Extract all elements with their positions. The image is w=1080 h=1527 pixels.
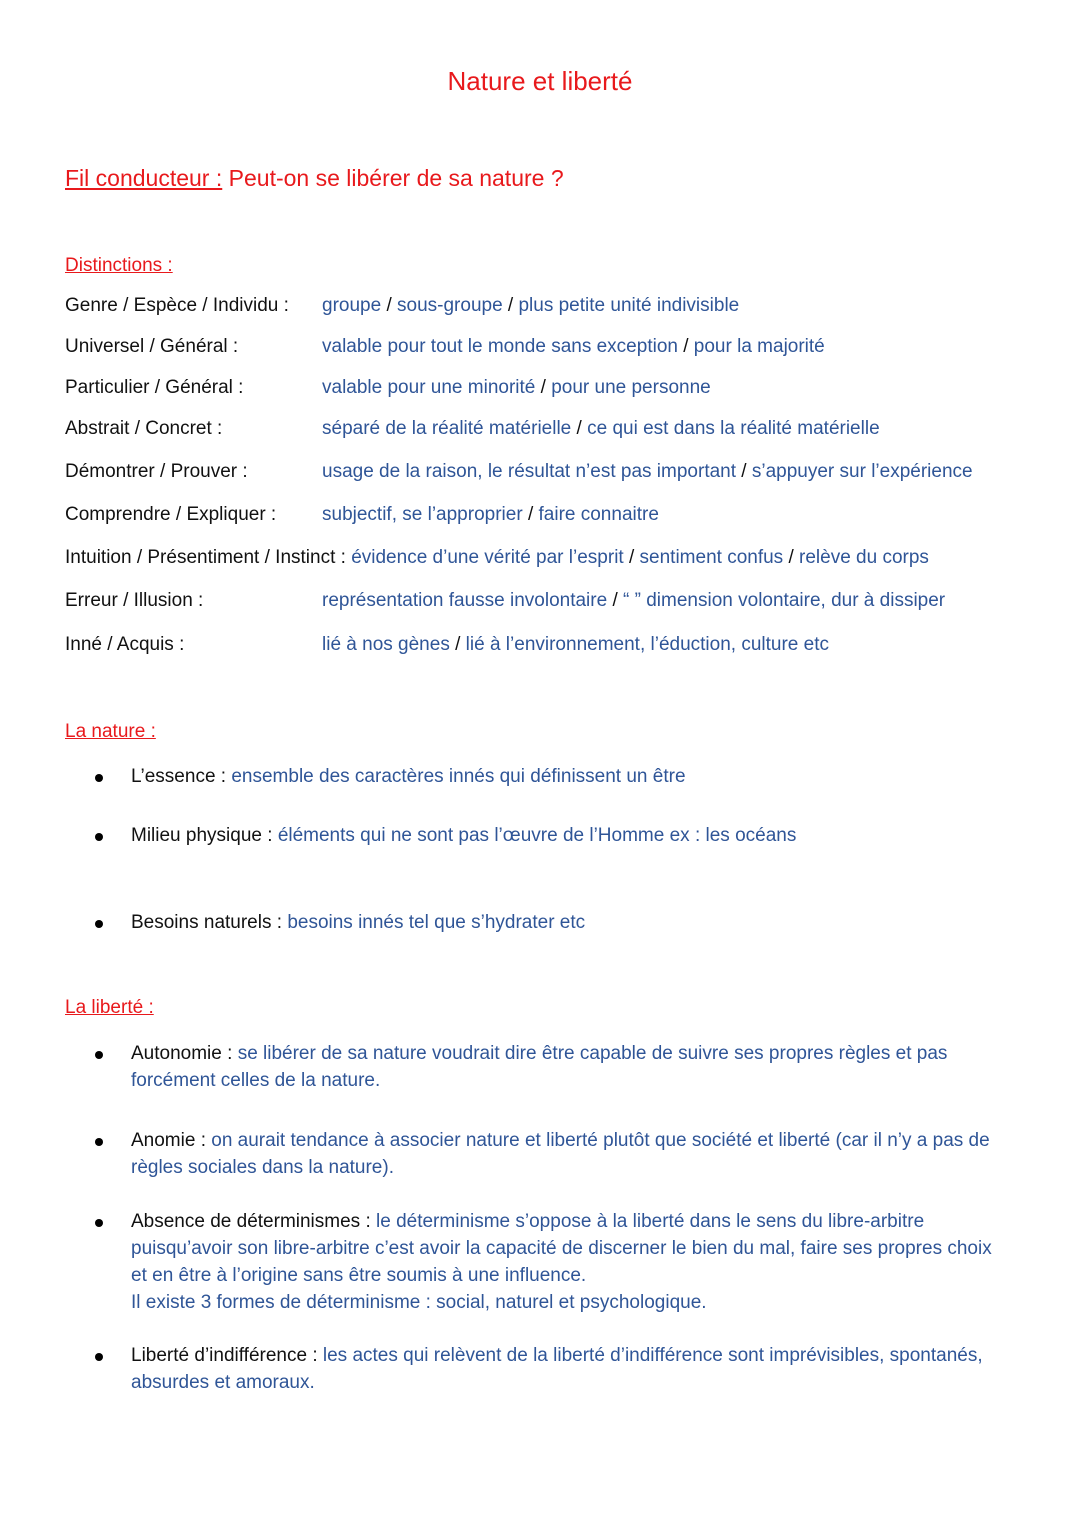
item-text: éléments qui ne sont pas l’œuvre de l’Homme ex : les océans — [277, 825, 797, 846]
definition-part: “ ” dimension volontaire, dur à dissiper — [623, 590, 946, 611]
definition-part: ce qui est dans la réalité matérielle — [587, 418, 880, 439]
bullet-icon — [95, 833, 103, 841]
distinction-term: Universel / Général : — [65, 336, 239, 357]
distinction-term: Abstrait / Concret : — [65, 418, 223, 439]
distinction-term: Genre / Espèce / Individu : — [65, 295, 289, 316]
item-text: se libérer de sa nature voudrait dire être capable de suivre ses propres règles et pas forcément celles de la nature. — [131, 1043, 948, 1091]
definition-part: relève du corps — [799, 547, 929, 568]
distinction-definition — [322, 634, 829, 656]
separator: / — [628, 547, 635, 568]
distinction-term: Particulier / Général : — [65, 377, 244, 398]
bullet-icon — [95, 1219, 103, 1227]
definition-part: séparé de la réalité matérielle — [322, 418, 572, 439]
separator: / — [576, 418, 582, 439]
definition-part: groupe — [322, 295, 382, 316]
bullet-icon — [95, 920, 103, 928]
separator: / — [527, 504, 534, 525]
definition-part: lié à nos gènes — [322, 634, 450, 655]
list-item — [95, 822, 1005, 849]
definition-part: valable pour tout le monde sans exception — [322, 336, 678, 357]
distinction-definition — [322, 590, 945, 612]
item-text: besoins innés tel que s’hydrater etc — [287, 912, 586, 933]
guiding-question-label: Fil conducteur : — [65, 165, 223, 191]
list-item — [95, 1040, 1005, 1094]
bullet-icon — [95, 1051, 103, 1059]
distinction-definition — [322, 377, 711, 399]
separator: / — [386, 295, 392, 316]
item-text-extra: Il existe 3 formes de déterminisme : social, naturel et psychologique. — [131, 1292, 707, 1313]
separator: / — [507, 295, 514, 316]
separator: / — [540, 377, 546, 398]
definition-part: pour une personne — [551, 377, 711, 398]
definition-part: représentation fausse involontaire — [322, 590, 608, 611]
distinction-definition — [322, 418, 880, 440]
list-item — [95, 1342, 1005, 1396]
item-term: Milieu physique : — [131, 825, 273, 846]
definition-part: faire connaitre — [538, 504, 659, 525]
distinction-definition — [322, 504, 659, 526]
definition-part: s’appuyer sur l’expérience — [751, 461, 973, 482]
distinction-term: Comprendre / Expliquer : — [65, 504, 277, 525]
liberte-heading: La liberté : — [65, 997, 154, 1018]
distinction-term: Inné / Acquis : — [65, 634, 185, 655]
item-text: on aurait tendance à associer nature et liberté plutôt que société et liberté (car il n’y a pas de règles sociales dans la nature). — [131, 1130, 990, 1178]
list-item — [95, 763, 1005, 790]
list-item — [95, 1208, 1005, 1316]
separator: / — [788, 547, 794, 568]
bullet-icon — [95, 1138, 103, 1146]
definition-part: évidence d’une vérité par l’esprit — [351, 547, 624, 568]
guiding-question-text: Peut-on se libérer de sa nature ? — [228, 165, 564, 191]
item-term: Autonomie : — [131, 1043, 233, 1064]
list-item — [95, 1127, 1005, 1181]
separator: / — [612, 590, 618, 611]
definition-part: pour la majorité — [693, 336, 825, 357]
definition-part: lié à l’environnement, l’éduction, culture etc — [465, 634, 829, 655]
distinction-definition — [322, 336, 825, 358]
definition-part: usage de la raison, le résultat n’est pas important — [322, 461, 737, 482]
item-text: les actes qui relèvent de la liberté d’indifférence sont imprévisibles, spontanés, absurdes et amoraux. — [131, 1345, 983, 1393]
distinctions-heading: Distinctions : — [65, 255, 173, 276]
distinction-term: Erreur / Illusion : — [65, 590, 204, 611]
page-title: Nature et liberté — [447, 66, 633, 96]
separator: / — [455, 634, 461, 655]
separator: / — [741, 461, 747, 482]
item-text: ensemble des caractères innés qui définissent un être — [231, 766, 686, 787]
item-term: Absence de déterminismes : — [131, 1211, 371, 1232]
item-term: Anomie : — [131, 1130, 206, 1151]
list-item — [95, 909, 1005, 936]
item-text: le déterminisme s’oppose à la liberté dans le sens du libre-arbitre puisqu’avoir son libre-arbitre c’est avoir la capacité de discerner le bien du mal, faire ses propres choix et en être à l’origine sans être soumis à une influence. — [131, 1211, 992, 1286]
definition-part: sous-groupe — [397, 295, 503, 316]
nature-heading: La nature : — [65, 721, 156, 742]
distinction-definition — [322, 295, 739, 317]
distinction-row-intuition — [65, 547, 929, 573]
separator: / — [683, 336, 689, 357]
guiding-question — [65, 165, 564, 192]
item-term: Liberté d’indifférence : — [131, 1345, 318, 1366]
distinction-term: Démontrer / Prouver : — [65, 461, 248, 482]
item-term: L’essence : — [131, 766, 227, 787]
bullet-icon — [95, 1353, 103, 1361]
item-term: Besoins naturels : — [131, 912, 283, 933]
bullet-icon — [95, 774, 103, 782]
definition-part: plus petite unité indivisible — [518, 295, 740, 316]
distinction-term: Intuition / Présentiment / Instinct : — [65, 547, 346, 568]
definition-part: sentiment confus — [639, 547, 784, 568]
definition-part: subjectif, se l’approprier — [322, 504, 523, 525]
definition-part: valable pour une minorité — [322, 377, 536, 398]
distinction-definition — [351, 547, 929, 568]
distinction-definition — [322, 461, 973, 483]
